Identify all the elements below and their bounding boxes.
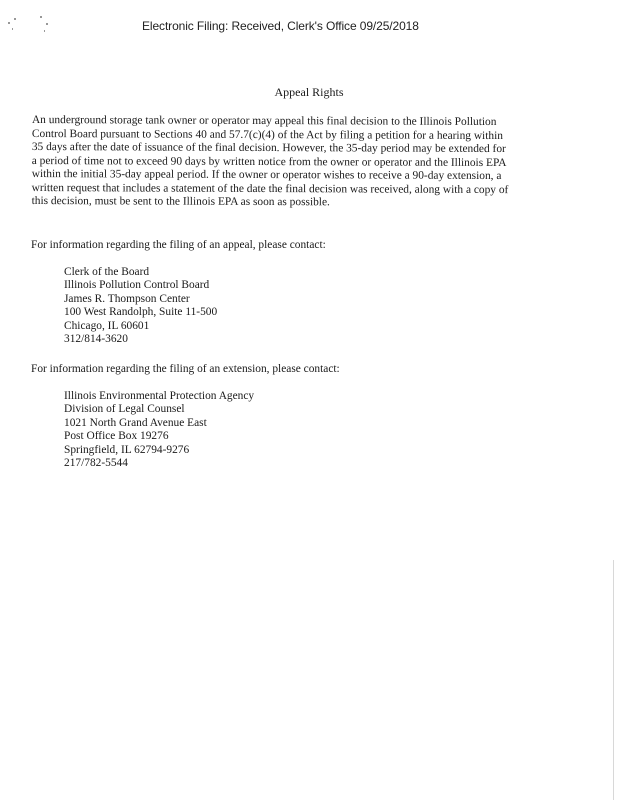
address-line: Illinois Environmental Protection Agency: [64, 390, 255, 402]
address-line: 100 West Randolph, Suite 11-500: [64, 306, 218, 319]
extension-contact-address: [64, 390, 254, 470]
address-line: Illinois Pollution Control Board: [64, 279, 210, 292]
address-line: Division of Legal Counsel: [64, 403, 185, 416]
filing-stamp: Electronic Filing: Received, Clerk's Office 09/25/2018: [142, 19, 419, 33]
address-line: Post Office Box 19276: [64, 430, 169, 443]
address-line: Chicago, IL 60601: [64, 319, 150, 332]
address-line: Springfield, IL 62794-9276: [64, 443, 190, 456]
phone-number: 217/782-5544: [64, 457, 128, 470]
address-line: Clerk of the Board: [64, 266, 150, 278]
address-line: 1021 North Grand Avenue East: [64, 416, 207, 429]
extension-contact-intro: For information regarding the filing of an extension, please contact:: [31, 363, 340, 375]
scan-artifact: [6, 14, 56, 36]
appeal-contact-address: [64, 266, 217, 346]
appeal-contact-intro: For information regarding the filing of an appeal, please contact:: [31, 239, 326, 251]
appeal-rights-paragraph: An underground storage tank owner or operator may appeal this final decision to the Illinois Pollution Control Board pursuant to Sections 40 and 57.7(c)(4) of the Act by filing a petition for a hearing within 35 days after the date of issuance of the final decision. However, the 35-day period may be extended for a period of time not to exceed 90 days by written notice from the owner or operator and the Illinois EPA within the initial 35-day appeal period. If the owner or operator wishes to receive a 90-day extension, a written request that includes a statement of the date the final decision was received, along with a copy of this decision, must be sent to the Illinois EPA as soon as possible.: [31, 114, 509, 209]
address-line: James R. Thompson Center: [64, 292, 190, 305]
phone-number: 312/814-3620: [64, 333, 128, 346]
scan-edge: [613, 560, 614, 800]
page-title: Appeal Rights: [274, 85, 344, 99]
